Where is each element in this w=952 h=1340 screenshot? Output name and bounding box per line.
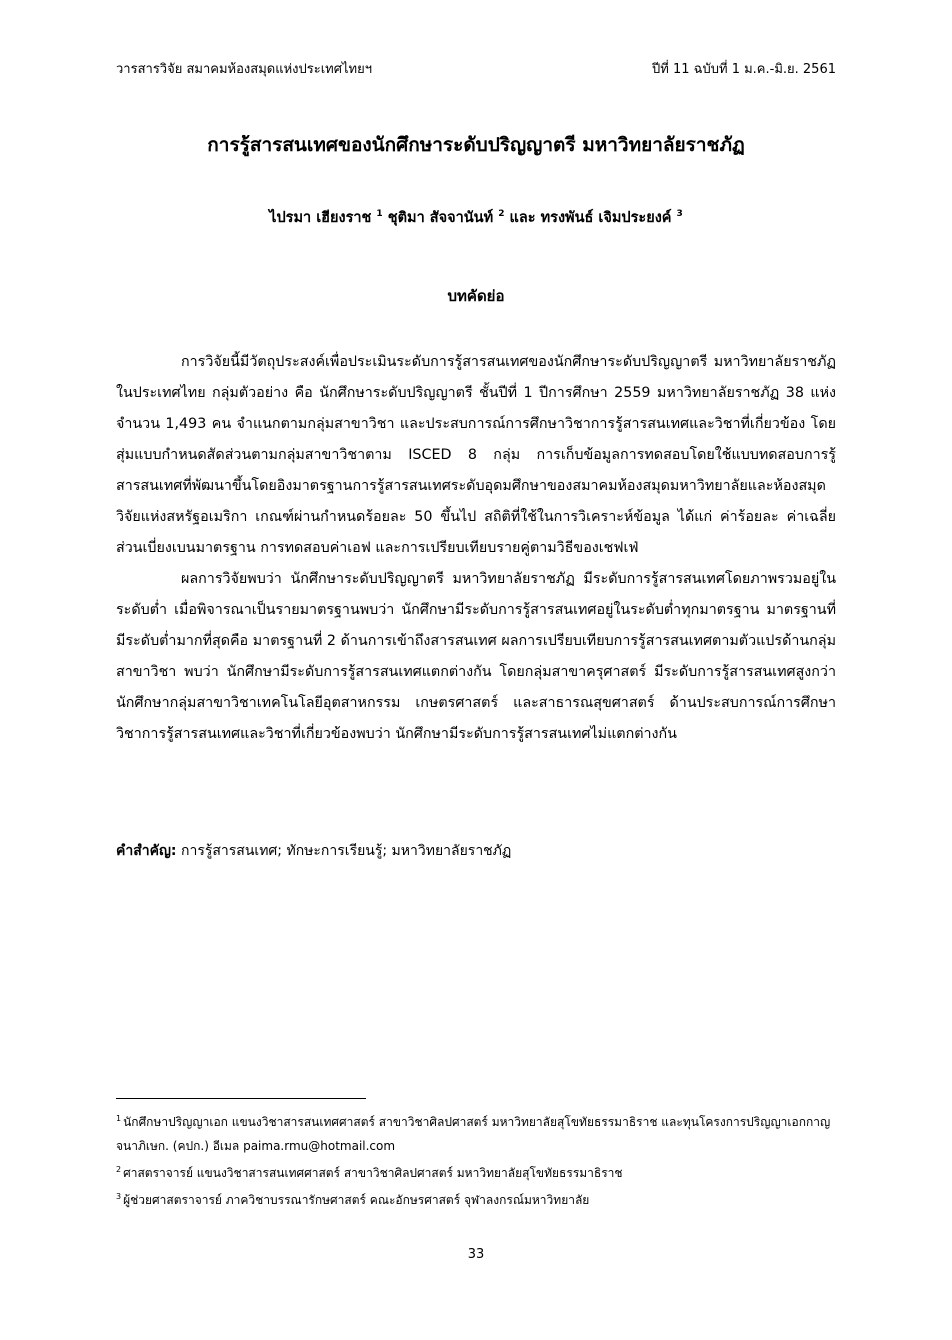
- author-name: ทรงพันธ์ เจิมประยงค์: [540, 210, 672, 226]
- footnotes: [116, 1110, 836, 1215]
- author-mark: 1: [376, 209, 383, 219]
- footnote-text: ศาสตราจารย์ แขนงวิชาสารสนเทศศาสตร์ สาขาวิชาศิลปศาสตร์ มหาวิทยาลัยสุโขทัยธรรมาธิราช: [123, 1166, 623, 1180]
- abstract-paragraph: การวิจัยนี้มีวัตถุประสงค์เพื่อประเมินระดับการรู้สารสนเทศของนักศึกษาระดับปริญญาตรี มหาวิทยาลัยราชภัฏในประเทศไทย กลุ่มตัวอย่าง คือ นักศึกษาระดับปริญญาตรี ชั้นปีที่ 1 ปีการศึกษา 2559 มหาวิทยาลัยราชภัฏ 38 แห่ง จำนวน 1,493 คน จำแนกตามกลุ่มสาขาวิชา และประสบการณ์การศึกษาวิชาการรู้สารสนเทศและวิชาที่เกี่ยวข้อง โดยสุ่มแบบกำหนดสัดส่วนตามกลุ่มสาขาวิชาตาม ISCED 8 กลุ่ม การเก็บข้อมูลการทดสอบโดยใช้แบบทดสอบการรู้สารสนเทศที่พัฒนาขึ้นโดยอิงมาตรฐานการรู้สารสนเทศระดับอุดมศึกษาของสมาคมห้องสมุดมหาวิทยาลัยและห้องสมุดวิจัยแห่งสหรัฐอเมริกา เกณฑ์ผ่านกำหนดร้อยละ 50 ขึ้นไป สถิติที่ใช้ในการวิเคราะห์ข้อมูล ได้แก่ ค่าร้อยละ ค่าเฉลี่ย ส่วนเบี่ยงเบนมาตรฐาน การทดสอบค่าเอฟ และการเปรียบเทียบรายคู่ตามวิธีของเชฟเฟ่: [116, 354, 836, 556]
- abstract-paragraph: ผลการวิจัยพบว่า นักศึกษาระดับปริญญาตรี มหาวิทยาลัยราชภัฏ มีระดับการรู้สารสนเทศโดยภาพรวมอยู่ในระดับต่ำ เมื่อพิจารณาเป็นรายมาตรฐานพบว่า นักศึกษามีระดับการรู้สารสนเทศอยู่ในระดับต่ำทุกมาตรฐาน มาตรฐานที่มีระดับต่ำมากที่สุดคือ มาตรฐานที่ 2 ด้านการเข้าถึงสารสนเทศ ผลการเปรียบเทียบการรู้สารสนเทศตามตัวแปรด้านกลุ่มสาขาวิชา พบว่า นักศึกษามีระดับการรู้สารสนเทศแตกต่างกัน โดยกลุ่มสาขาครุศาสตร์ มีระดับการรู้สารสนเทศสูงกว่านักศึกษากลุ่มสาขาวิชาเทคโนโลยีอุตสาหกรรม เกษตรศาสตร์ และสาธารณสุขศาสตร์ ด้านประสบการณ์การศึกษาวิชาการรู้สารสนเทศและวิชาที่เกี่ยวข้องพบว่า นักศึกษามีระดับการรู้สารสนเทศไม่แตกต่างกัน: [116, 571, 836, 742]
- keywords-label: คำสำคัญ:: [116, 843, 177, 859]
- footnote-text: นักศึกษาปริญญาเอก แขนงวิชาสารสนเทศศาสตร์ สาขาวิชาศิลปศาสตร์ มหาวิทยาลัยสุโขทัยธรรมาธิราช และทุนโครงการปริญญาเอกกาญจนาภิเษก. (คปก.) อีเมล paima.rmu@hotmail.com: [116, 1115, 831, 1153]
- abstract-body: [116, 347, 836, 750]
- author-conjunction: และ: [509, 210, 536, 226]
- issue-info: ปีที่ 11 ฉบับที่ 1 ม.ค.-มิ.ย. 2561: [652, 62, 836, 77]
- footnote: [116, 1188, 836, 1212]
- footnote: [116, 1161, 836, 1185]
- footnote-divider: [116, 1098, 366, 1099]
- keywords: [116, 839, 836, 863]
- running-header: [116, 60, 836, 80]
- footnote: [116, 1110, 836, 1158]
- author-line: [100, 206, 852, 230]
- footnote-mark: 3: [116, 1192, 122, 1201]
- footnote-mark: 2: [116, 1165, 122, 1174]
- author-mark: 2: [498, 209, 505, 219]
- author-name: ชุติมา สัจจานันท์: [387, 210, 494, 226]
- author-mark: 3: [676, 209, 683, 219]
- footnote-mark: 1: [116, 1114, 122, 1123]
- page-number: 33: [467, 1247, 485, 1262]
- journal-name: วารสารวิจัย สมาคมห้องสมุดแห่งประเทศไทยฯ: [116, 62, 373, 77]
- author-name: ไปรมา เฮียงราช: [269, 210, 372, 226]
- footnote-text: ผู้ช่วยศาสตราจารย์ ภาควิชาบรรณารักษศาสตร์ คณะอักษรศาสตร์ จุฬาลงกรณ์มหาวิทยาลัย: [123, 1193, 590, 1207]
- paper-title: การรู้สารสนเทศของนักศึกษาระดับปริญญาตรี มหาวิทยาลัยราชภัฏ: [207, 134, 745, 156]
- abstract-heading: บทคัดย่อ: [447, 287, 505, 305]
- keywords-text: การรู้สารสนเทศ; ทักษะการเรียนรู้; มหาวิทยาลัยราชภัฏ: [180, 843, 512, 859]
